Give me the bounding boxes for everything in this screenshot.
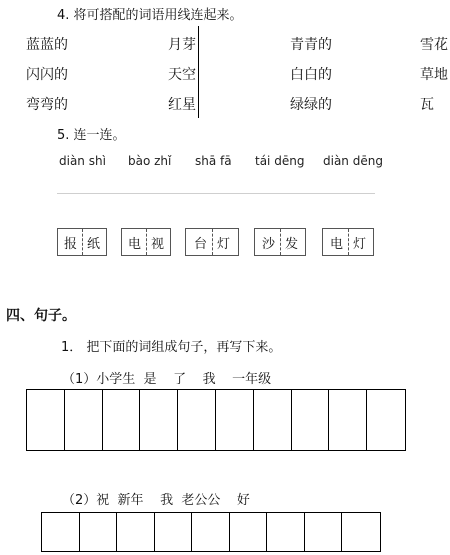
right-noun-3: 瓦	[420, 97, 434, 113]
writing-box[interactable]	[155, 513, 193, 551]
card-char: 视	[151, 237, 165, 252]
word-card-4[interactable]	[254, 228, 306, 256]
right-noun-2: 草地	[420, 67, 448, 83]
writing-box[interactable]	[192, 513, 230, 551]
left-word-3: 弯弯的	[26, 97, 68, 113]
q4-title: 4. 将可搭配的词语用线连起来。	[57, 8, 243, 23]
noun-3: 红星	[168, 97, 196, 113]
writing-box[interactable]	[216, 390, 254, 450]
writing-box[interactable]	[27, 390, 65, 450]
writing-box[interactable]	[329, 390, 367, 450]
card-char: 电	[330, 237, 344, 252]
right-word-2: 白白的	[290, 67, 332, 83]
pinyin-1: diàn shì	[59, 154, 106, 168]
right-word-1: 青青的	[290, 37, 332, 53]
q5-title: 5. 连一连。	[57, 128, 126, 143]
card-char: 台	[194, 237, 208, 252]
writing-grid-2[interactable]	[41, 512, 381, 552]
sentence-2-words: （2）祝 新年 我 老公公 好	[62, 493, 250, 508]
instruction: 1． 把下面的词组成句子，再写下来。	[61, 340, 282, 355]
card-char: 灯	[353, 237, 367, 252]
noun-1: 月芽	[168, 37, 196, 53]
word-card-3[interactable]	[185, 228, 239, 256]
writing-box[interactable]	[230, 513, 268, 551]
left-word-2: 闪闪的	[26, 67, 68, 83]
right-word-3: 绿绿的	[290, 97, 332, 113]
noun-2: 天空	[168, 67, 196, 83]
right-noun-1: 雪花	[420, 37, 448, 53]
writing-box[interactable]	[140, 390, 178, 450]
writing-box[interactable]	[42, 513, 80, 551]
card-char: 电	[128, 237, 142, 252]
writing-box[interactable]	[254, 390, 292, 450]
writing-grid-1[interactable]	[26, 389, 406, 451]
pinyin-5: diàn dēng	[323, 154, 383, 168]
writing-box[interactable]	[267, 513, 305, 551]
writing-box[interactable]	[80, 513, 118, 551]
card-char: 纸	[87, 237, 101, 252]
writing-box[interactable]	[342, 513, 380, 551]
pinyin-3: shā fā	[195, 154, 232, 168]
left-word-1: 蓝蓝的	[26, 37, 68, 53]
pinyin-2: bào zhǐ	[128, 154, 172, 168]
writing-box[interactable]	[117, 513, 155, 551]
writing-box[interactable]	[367, 390, 405, 450]
card-char: 报	[64, 237, 78, 252]
word-card-5[interactable]	[322, 228, 374, 256]
writing-box[interactable]	[65, 390, 103, 450]
divider-line	[198, 26, 199, 118]
word-card-1[interactable]	[57, 228, 107, 256]
writing-box[interactable]	[178, 390, 216, 450]
word-card-2[interactable]	[121, 228, 171, 256]
writing-box[interactable]	[103, 390, 141, 450]
card-char: 沙	[262, 237, 276, 252]
card-char: 灯	[217, 237, 231, 252]
sentence-1-words: （1）小学生 是 了 我 一年级	[62, 372, 272, 387]
section-heading: 四、句子。	[6, 308, 76, 324]
card-char: 发	[285, 237, 299, 252]
writing-box[interactable]	[292, 390, 330, 450]
pinyin-4: tái dēng	[255, 154, 305, 168]
writing-box[interactable]	[305, 513, 343, 551]
